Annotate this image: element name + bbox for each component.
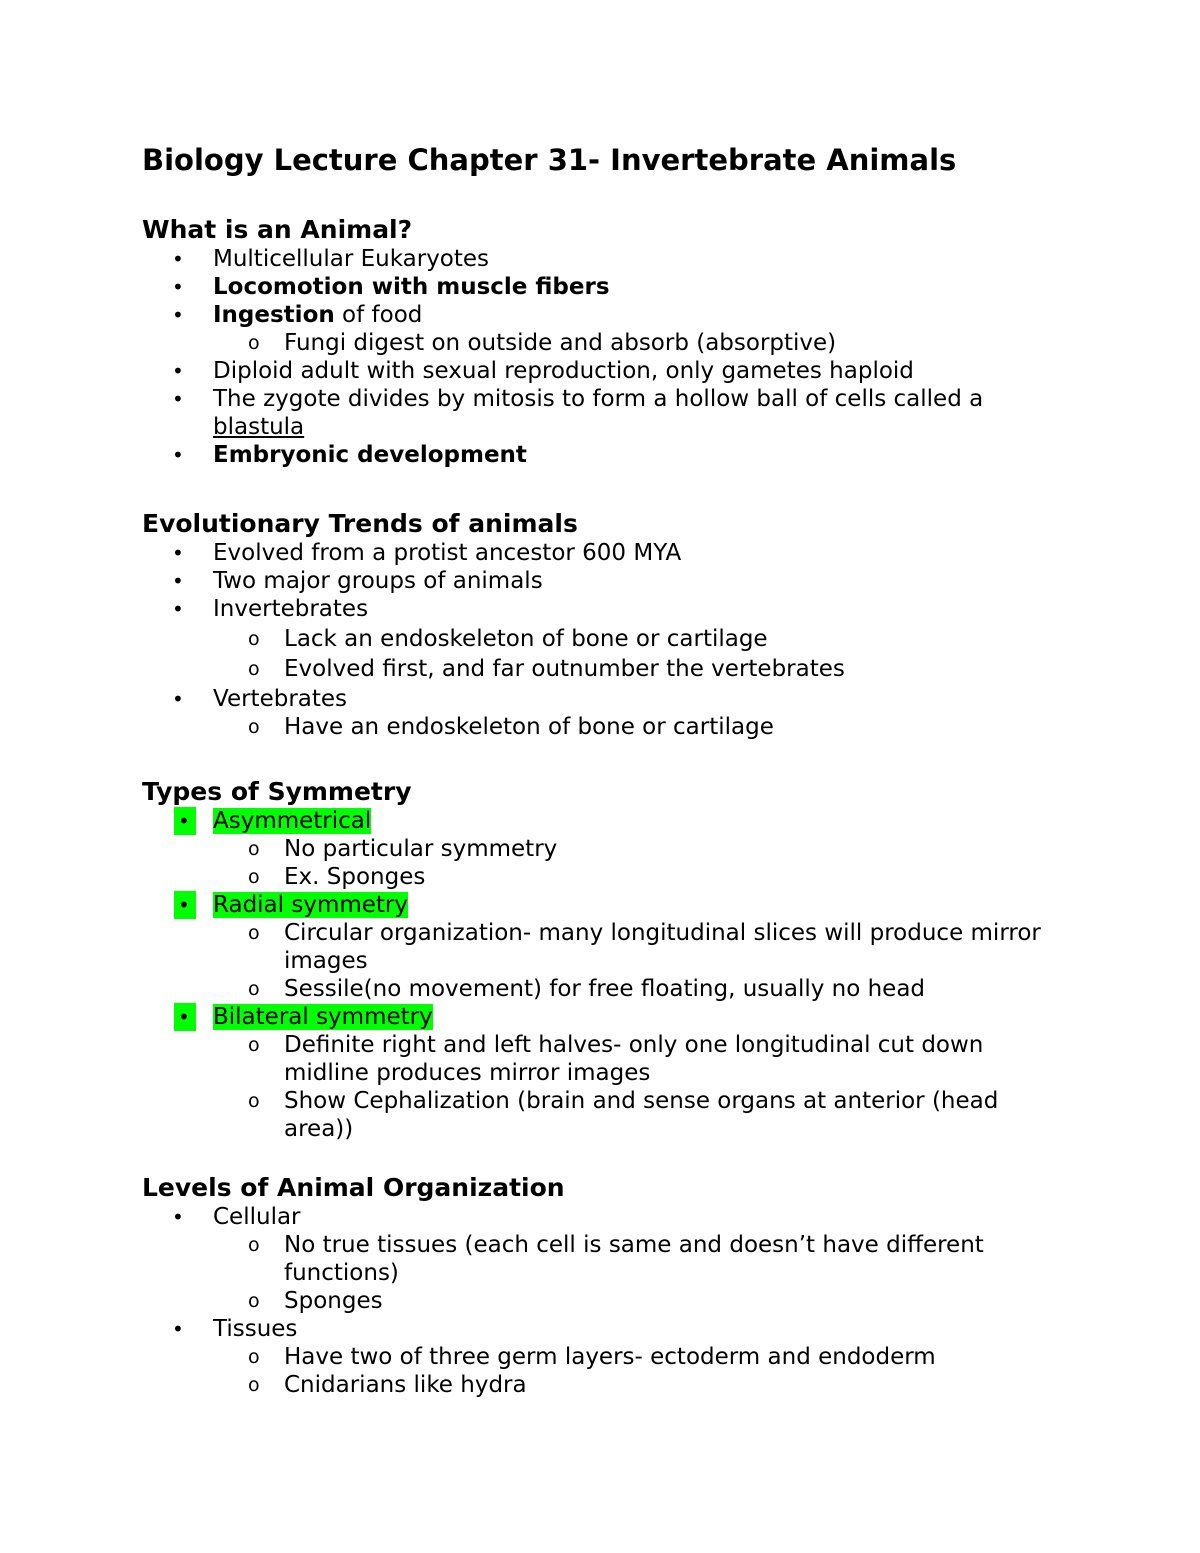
bullet-icon: •	[174, 891, 196, 919]
section-heading: Evolutionary Trends of animals	[142, 509, 578, 538]
sub-list-item: o Sessile(no movement) for free floating, usually no head	[248, 976, 926, 1002]
list-item: • Multicellular Eukaryotes	[172, 246, 490, 272]
sub-list-item: o No particular symmetry	[248, 836, 558, 862]
sub-list-item: o Lack an endoskeleton of bone or cartilage	[248, 626, 768, 652]
highlighted-text: Bilateral symmetry	[213, 1004, 433, 1030]
bullet-icon: •	[172, 1205, 184, 1229]
list-item: • Tissues	[172, 1316, 298, 1342]
sub-list-item: o Definite right and left halves- only one longitudinal cut down midline produces mirror images	[248, 1032, 984, 1086]
sub-list-item: o No true tissues (each cell is same and doesn’t have different functions)	[248, 1232, 984, 1286]
bullet-icon: •	[172, 359, 184, 383]
sub-list-item: o Ex. Sponges	[248, 864, 426, 890]
list-item: • Embryonic development	[172, 442, 527, 468]
underlined-term: blastula	[213, 414, 305, 440]
sub-list-item: o Have two of three germ layers- ectoderm and endoderm	[248, 1344, 936, 1370]
sub-list-item: o Evolved first, and far outnumber the vertebrates	[248, 656, 845, 682]
page-title: Biology Lecture Chapter 31- Invertebrate Animals	[142, 143, 957, 177]
section-evolutionary-trends	[142, 509, 1072, 741]
sub-bullet-icon: o	[248, 1234, 260, 1256]
bullet-icon: •	[174, 1003, 196, 1031]
list-item: • Ingestion of food	[172, 302, 423, 328]
sub-bullet-icon: o	[248, 1374, 260, 1396]
sub-bullet-icon: o	[248, 332, 260, 354]
sub-list-item: o Have an endoskeleton of bone or cartilage	[248, 714, 774, 740]
bullet-icon: •	[172, 303, 184, 327]
sub-bullet-icon: o	[248, 978, 260, 1000]
sub-bullet-icon: o	[248, 1034, 260, 1056]
bullet-icon: •	[174, 807, 196, 835]
section-heading: Levels of Animal Organization	[142, 1173, 565, 1202]
bullet-list	[142, 245, 1072, 469]
list-item: • Evolved from a protist ancestor 600 MYA	[172, 540, 682, 566]
sub-bullet-icon: o	[248, 1290, 260, 1312]
bullet-icon: •	[172, 275, 184, 299]
bullet-icon: •	[172, 1317, 184, 1341]
section-levels-of-organization	[142, 1173, 1072, 1399]
bullet-icon: •	[172, 687, 184, 711]
list-item: • Two major groups of animals	[172, 568, 543, 594]
sub-bullet-icon: o	[248, 838, 260, 860]
list-item: • Invertebrates	[172, 596, 369, 622]
list-item: • The zygote divides by mitosis to form a hollow ball of cells called a blastula	[172, 386, 984, 440]
sub-list-item: o Cnidarians like hydra	[248, 1372, 527, 1398]
sub-list-item: o Show Cephalization (brain and sense organs at anterior (head area))	[248, 1088, 999, 1142]
section-heading: What is an Animal?	[142, 215, 413, 244]
bullet-icon: •	[172, 443, 184, 467]
bullet-icon: •	[172, 541, 184, 565]
sub-bullet-icon: o	[248, 922, 260, 944]
sub-list-item: o Sponges	[248, 1288, 383, 1314]
section-heading: Types of Symmetry	[142, 777, 412, 806]
list-item: • Vertebrates	[172, 686, 348, 712]
bullet-icon: •	[172, 569, 184, 593]
list-item	[142, 1003, 1072, 1031]
bullet-list	[142, 1203, 1072, 1399]
bullet-list	[142, 807, 1072, 1143]
sub-bullet-icon: o	[248, 866, 260, 888]
section-what-is-an-animal	[142, 215, 1072, 469]
list-item: • Locomotion with muscle fibers	[172, 274, 610, 300]
bullet-icon: •	[172, 597, 184, 621]
sub-list-item: o Fungi digest on outside and absorb (absorptive)	[248, 330, 837, 356]
bullet-icon: •	[172, 247, 184, 271]
sub-bullet-icon: o	[248, 1090, 260, 1112]
section-types-of-symmetry	[142, 777, 1072, 1143]
list-item	[142, 891, 1072, 919]
sub-bullet-icon: o	[248, 1346, 260, 1368]
sub-bullet-icon: o	[248, 658, 260, 680]
bullet-icon: •	[172, 387, 184, 411]
list-item	[142, 807, 1072, 835]
highlighted-text: Asymmetrical	[213, 808, 372, 834]
sub-list-item: o Circular organization- many longitudinal slices will produce mirror images	[248, 920, 1041, 974]
list-item: • Cellular	[172, 1204, 301, 1230]
sub-bullet-icon: o	[248, 716, 260, 738]
list-item: • Diploid adult with sexual reproduction, only gametes haploid	[172, 358, 914, 384]
sub-bullet-icon: o	[248, 628, 260, 650]
highlighted-text: Radial symmetry	[213, 892, 408, 918]
bullet-list	[142, 539, 1072, 741]
document-content	[142, 143, 1072, 1399]
